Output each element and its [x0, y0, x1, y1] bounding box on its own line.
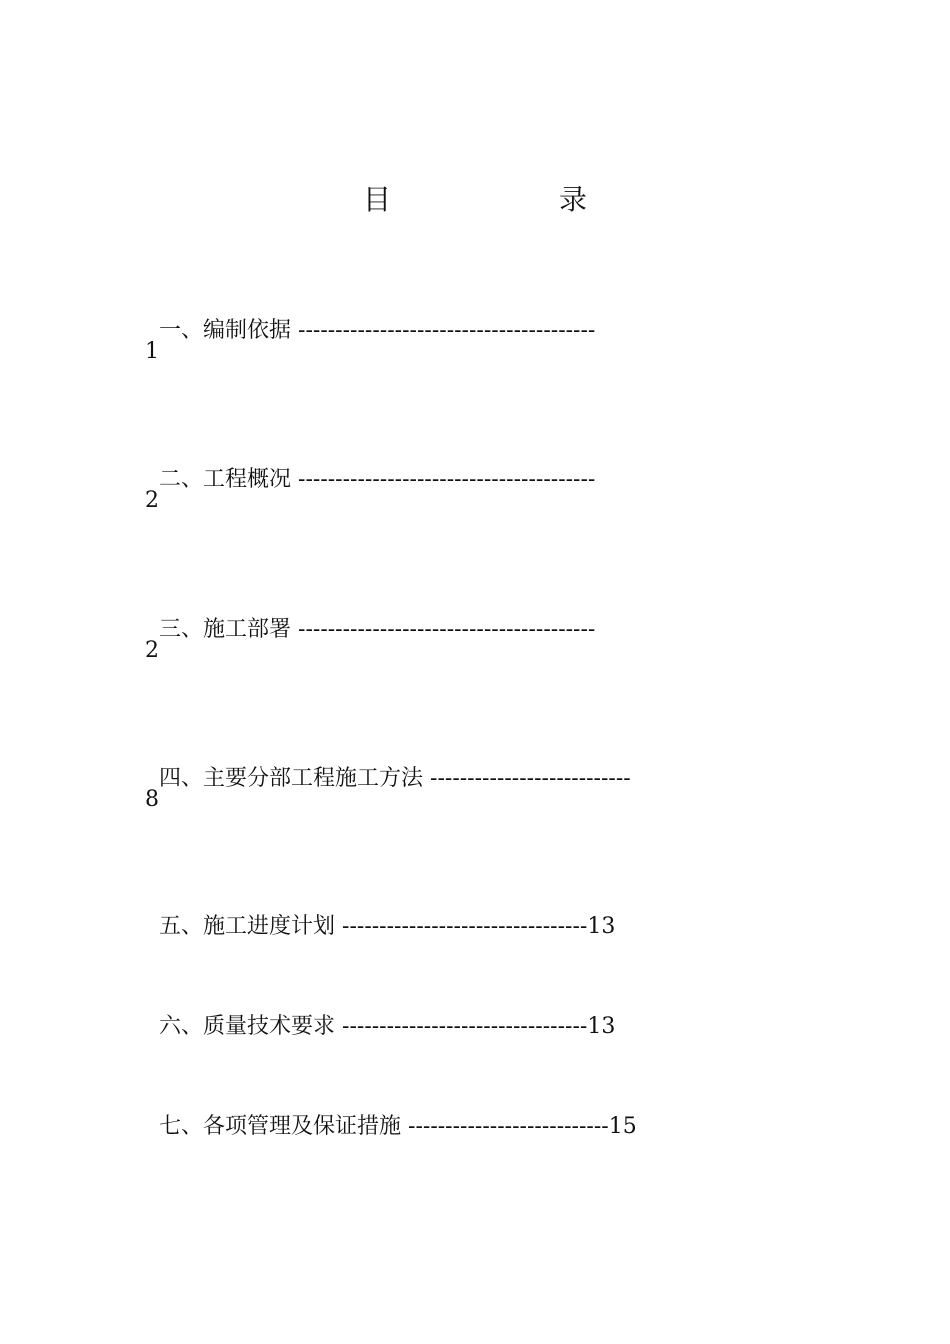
toc-entry-label: 四、主要分部工程施工方法: [159, 766, 424, 791]
toc-page-number: 8: [145, 787, 159, 812]
toc-entry-1[interactable]: [145, 286, 595, 346]
toc-leader: ----------------------------------------: [298, 318, 596, 343]
toc-page-number: 2: [145, 488, 159, 513]
toc-leader: ---------------------------------: [342, 914, 588, 939]
toc-leader: ---------------------------: [430, 766, 631, 791]
toc-entry-3[interactable]: [145, 585, 595, 645]
toc-leader: ----------------------------------------: [298, 617, 596, 642]
toc-entry-4[interactable]: [145, 734, 631, 794]
toc-page-number: 1: [145, 339, 159, 364]
toc-entry-label: 六、质量技术要求: [159, 1014, 336, 1039]
toc-entry-label: 五、施工进度计划: [159, 914, 336, 939]
toc-entry-label: 二、工程概况: [159, 467, 292, 492]
toc-leader: ---------------------------------: [342, 1014, 588, 1039]
toc-entry-6[interactable]: [145, 982, 615, 1042]
toc-entry-label: 三、施工部署: [159, 617, 292, 642]
toc-leader: ----------------------------------------: [298, 467, 596, 492]
page-title: 目 录: [362, 183, 657, 216]
toc-leader: ---------------------------: [408, 1114, 609, 1139]
toc-entry-2[interactable]: [145, 435, 595, 495]
toc-entry-5[interactable]: [145, 882, 615, 942]
toc-page-number: 2: [145, 638, 159, 663]
toc-page-number: 13: [587, 914, 616, 939]
toc-entry-label: 七、各项管理及保证措施: [159, 1114, 402, 1139]
toc-entry-label: 一、编制依据: [159, 318, 292, 343]
toc-entry-7[interactable]: [145, 1082, 637, 1142]
toc-page-number: 15: [608, 1114, 637, 1139]
toc-page-number: 13: [587, 1014, 616, 1039]
